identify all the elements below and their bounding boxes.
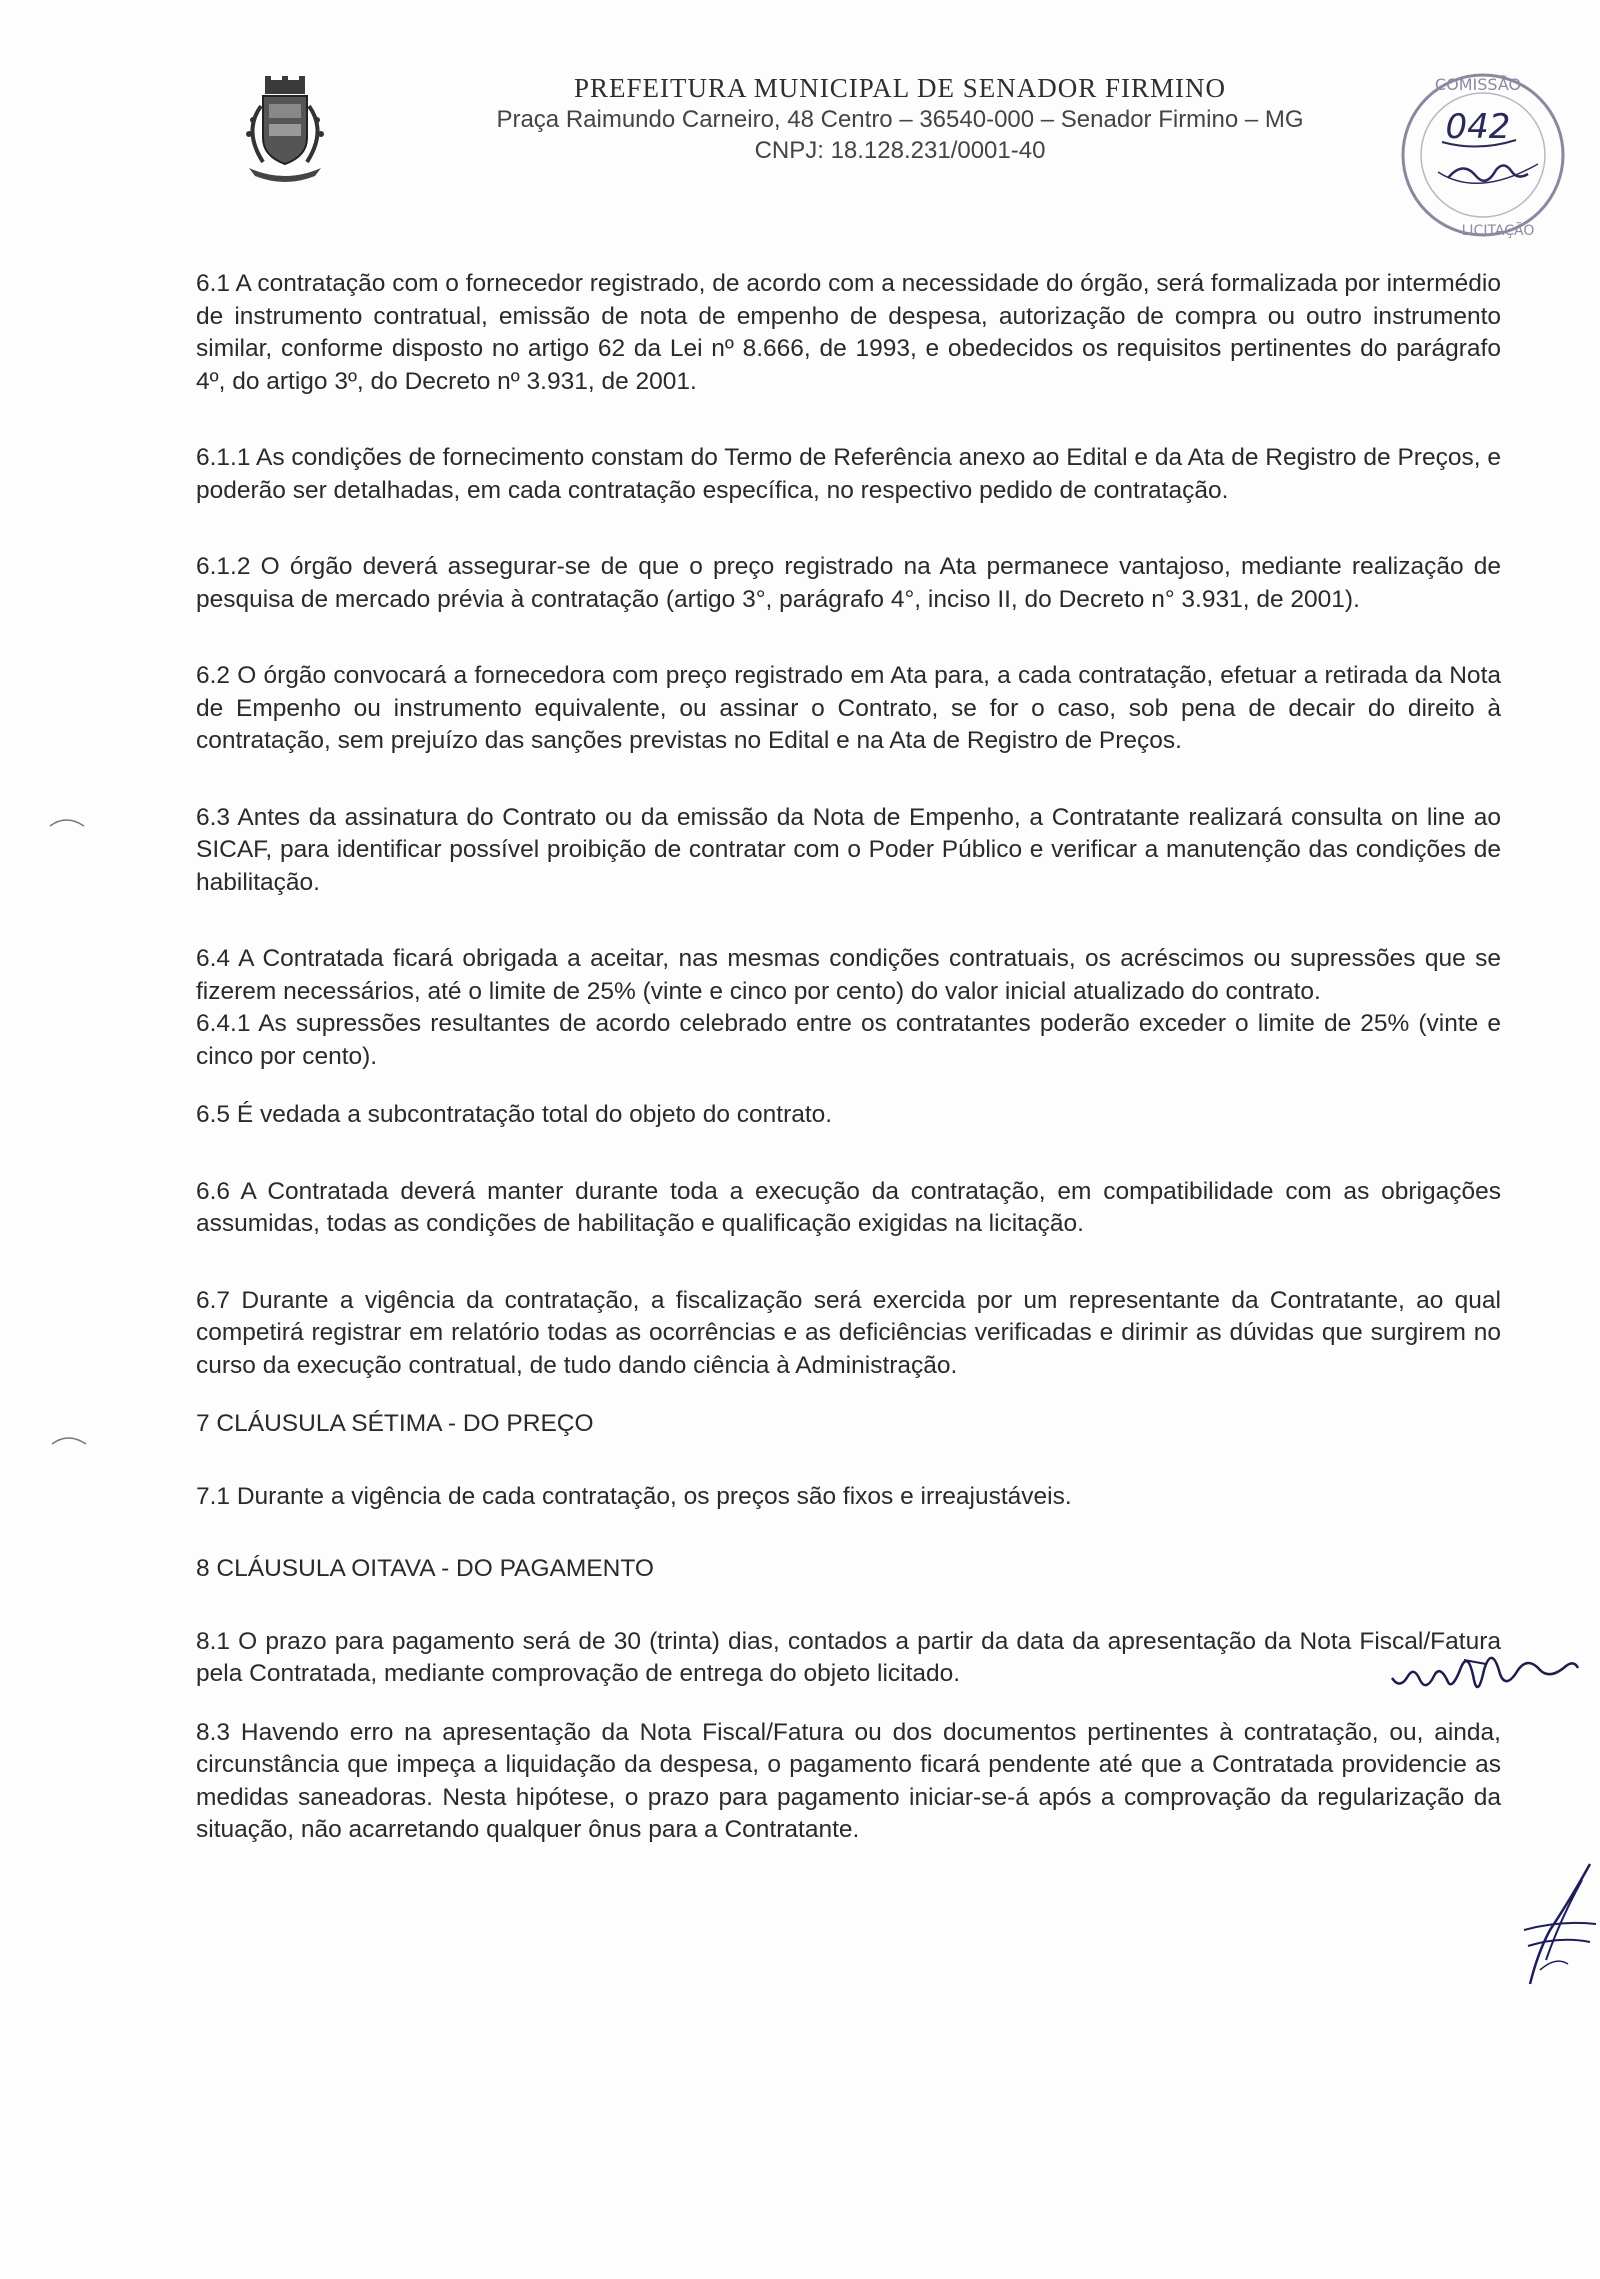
stamp-bottom-text: LICITAÇÃO xyxy=(1461,223,1535,239)
stamp-top-text: COMISSÃO xyxy=(1434,75,1522,94)
clause-6-3: 6.3 Antes da assinatura do Contrato ou da emissão da Nota de Empenho, a Contratante realizará consulta on line ao SICAF, para identificar possível proibição de contratar com o Poder Público e verificar a manutenção das condições de habilitação. xyxy=(196,803,1501,896)
margin-mark xyxy=(48,812,88,832)
clause-6-1-2: 6.1.2 O órgão deverá assegurar-se de que o preço registrado na Ata permanece vantajoso, mediante realização de pesquisa de mercado prévia à contratação (artigo 3°, parágrafo 4°, inciso II, do Decreto n° 3.931, de 2001). xyxy=(196,553,1501,613)
clause-6-1-1: 6.1.1 As condições de fornecimento constam do Termo de Referência anexo ao Edital e da Ata de Registro de Preços, e poderão ser detalhadas, em cada contratação específica, no respectivo pedido de contratação. xyxy=(196,444,1501,504)
org-cnpj: CNPJ: 18.128.231/0001-40 xyxy=(754,137,1046,164)
clause-6-4-1: 6.4.1 As supressões resultantes de acordo celebrado entre os contratantes poderão exceder o limite de 25% (vinte e cinco por cento). xyxy=(196,1010,1501,1070)
handwritten-signature-icon xyxy=(1520,1860,1600,1990)
clause-7-1: 7.1 Durante a vigência de cada contratação, os preços são fixos e irreajustáveis. xyxy=(196,1482,1072,1510)
handwritten-rubric-icon xyxy=(1390,1640,1580,1700)
clause-6-4: 6.4 A Contratada ficará obrigada a aceitar, nas mesmas condições contratuais, os acréscimos ou supressões que se fizerem necessários, até o limite de 25% (vinte e cinco por cento) do valor inicial atualizado do contrato. xyxy=(196,945,1501,1005)
clause-8-heading: 8 CLÁUSULA OITAVA - DO PAGAMENTO xyxy=(196,1555,654,1582)
margin-mark xyxy=(50,1430,90,1450)
document-body xyxy=(196,268,1501,1847)
clause-7-heading: 7 CLÁUSULA SÉTIMA - DO PREÇO xyxy=(196,1410,594,1437)
letterhead-text xyxy=(420,72,1380,166)
clause-6-7: 6.7 Durante a vigência da contratação, a fiscalização será exercida por um representante da Contratante, ao qual competirá registrar em relatório todas as ocorrências e as deficiências verificadas e dirimir as dúvidas que surgirem no curso da execução contratual, de tudo dando ciência à Administração. xyxy=(196,1286,1501,1379)
org-name: PREFEITURA MUNICIPAL DE SENADOR FIRMINO xyxy=(573,73,1227,103)
stamp-page-number: 042 xyxy=(1445,107,1511,147)
clause-6-2: 6.2 O órgão convocará a fornecedora com preço registrado em Ata para, a cada contratação, efetuar a retirada da Nota de Empenho ou instrumento equivalente, ou assinar o Contrato, se for o caso, sob pena de decair do direito à contratação, sem prejuízo das sanções previstas no Edital e na Ata de Registro de Preços. xyxy=(196,662,1501,754)
clause-8-1: 8.1 O prazo para pagamento será de 30 (trinta) dias, contados a partir da data da apresentação da Nota Fiscal/Fatura pela Contratada, mediante comprovação de entrega do objeto licitado. xyxy=(196,1627,1501,1687)
letterhead xyxy=(0,60,1600,239)
stamp-icon xyxy=(1378,60,1588,250)
clause-6-5: 6.5 É vedada a subcontratação total do objeto do contrato. xyxy=(196,1101,833,1128)
clause-6-1: 6.1 A contratação com o fornecedor registrado, de acordo com a necessidade do órgão, será formalizada por intermédio de instrumento contratual, emissão de nota de empenho de despesa, autorização de compra ou outro instrumento similar, conforme disposto no artigo 62 da Lei nº 8.666, de 1993, e obedecidos os requisitos pertinentes do parágrafo 4º, do artigo 3º, do Decreto nº 3.931, de 2001. xyxy=(196,270,1501,395)
clause-6-6: 6.6 A Contratada deverá manter durante toda a execução da contratação, em compatibilidade com as obrigações assumidas, todas as condições de habilitação e qualificação exigidas na licitação. xyxy=(196,1177,1501,1237)
coat-of-arms-icon xyxy=(235,76,335,186)
org-address: Praça Raimundo Carneiro, 48 Centro – 36540-000 – Senador Firmino – MG xyxy=(496,106,1304,133)
clause-8-3: 8.3 Havendo erro na apresentação da Nota Fiscal/Fatura ou dos documentos pertinentes à contratação, ou, ainda, circunstância que impeça a liquidação da despesa, o pagamento ficará pendente até que a Contratada providencie as medidas saneadoras. Nesta hipótese, o prazo para pagamento iniciar-se-á após a comprovação da regularização da situação, não acarretando qualquer ônus para a Contratante. xyxy=(196,1718,1501,1843)
